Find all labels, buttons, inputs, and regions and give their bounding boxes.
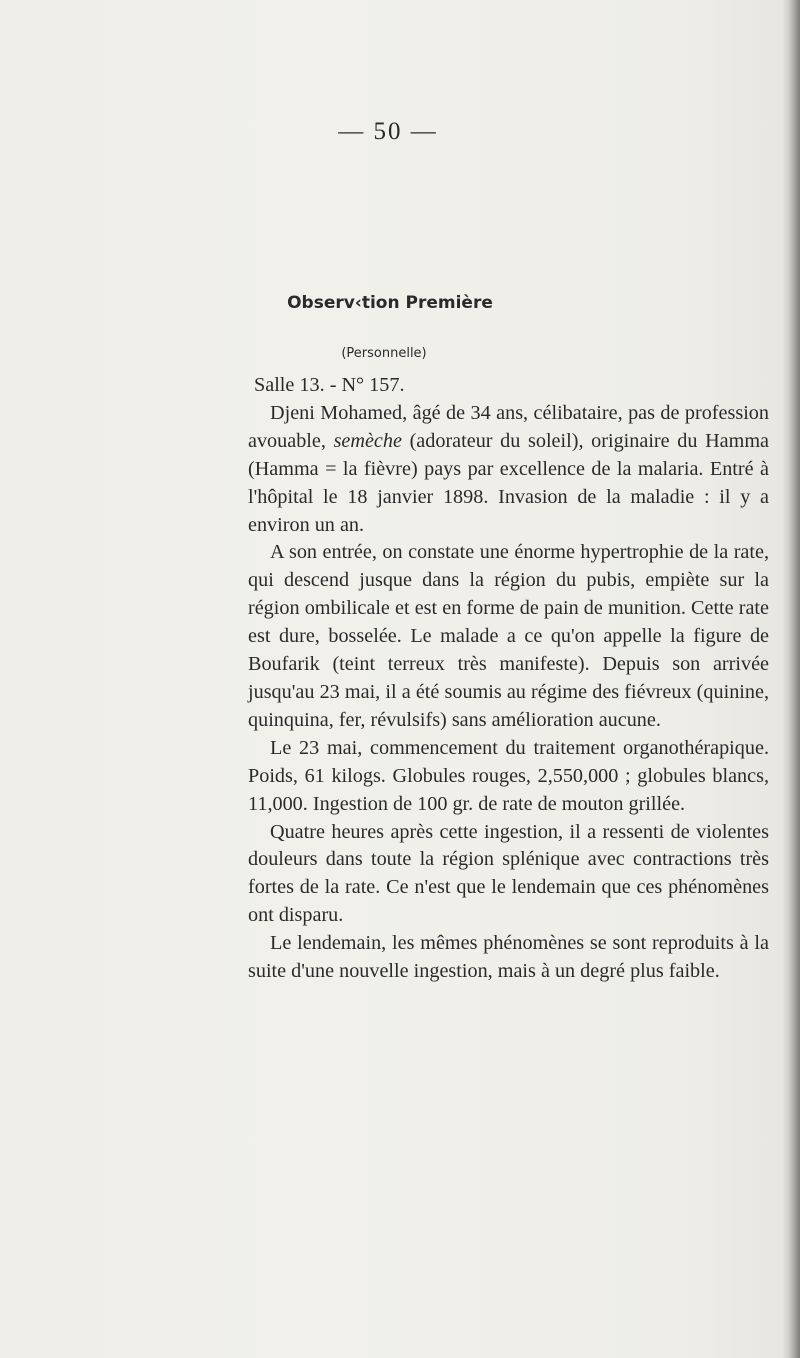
observation-title: Observ‹tion Première xyxy=(287,293,493,313)
paragraph-admission-exam: A son entrée, on constate une énorme hypertrophie de la rate, qui descend jusque dans la région du pubis, empiète sur la région ombilicale et est en forme de pain de munition. Cette rate est dure, bosselée. Le malade a ce qu'on appelle la figure de Boufarik (teint terreux très manifeste). Depuis son arrivée jusqu'au 23 mai, il a été soumis au régime des fiévreux (quinine, quinquina, fer, révulsifs) sans amélioration aucune. xyxy=(248,541,769,731)
body-text xyxy=(248,372,769,986)
page-edge-shadow xyxy=(782,0,800,1358)
history-text-start: Djeni Mohamed, âgé de 34 ans, célibataire, pas de profession avouable, xyxy=(248,401,769,452)
paragraph-patient-history xyxy=(248,400,769,540)
history-text-end: (adorateur du soleil), originaire du Hamma (Hamma = la fièvre) pays par excellence de la malaria. Entré à l'hôpital le 18 janvier 1898. Invasion de la maladie : il y a environ un an. xyxy=(248,429,769,536)
observation-subtitle: (Personnelle) xyxy=(341,346,427,361)
paragraph-treatment-start: Le 23 mai, commencement du traitement organothérapique. Poids, 61 kilogs. Globules rouges, 2,550,000 ; globules blancs, 11,000. Ingestion de 100 gr. de rate de mouton grillée. xyxy=(248,736,769,815)
history-text-italic: semèche xyxy=(333,429,402,452)
paragraph-reaction: Quatre heures après cette ingestion, il a ressenti de violentes douleurs dans toute la région splénique avec contractions très fortes de la rate. Ce n'est que le lendemain que ces phénomènes ont disparu. xyxy=(248,820,769,927)
ward-reference: Salle 13. - N° 157. xyxy=(254,374,405,396)
paragraph-next-day: Le lendemain, les mêmes phénomènes se sont reproduits à la suite d'une nouvelle ingestion, mais à un degré plus faible. xyxy=(248,932,769,983)
page-number: — 50 — xyxy=(338,118,438,145)
